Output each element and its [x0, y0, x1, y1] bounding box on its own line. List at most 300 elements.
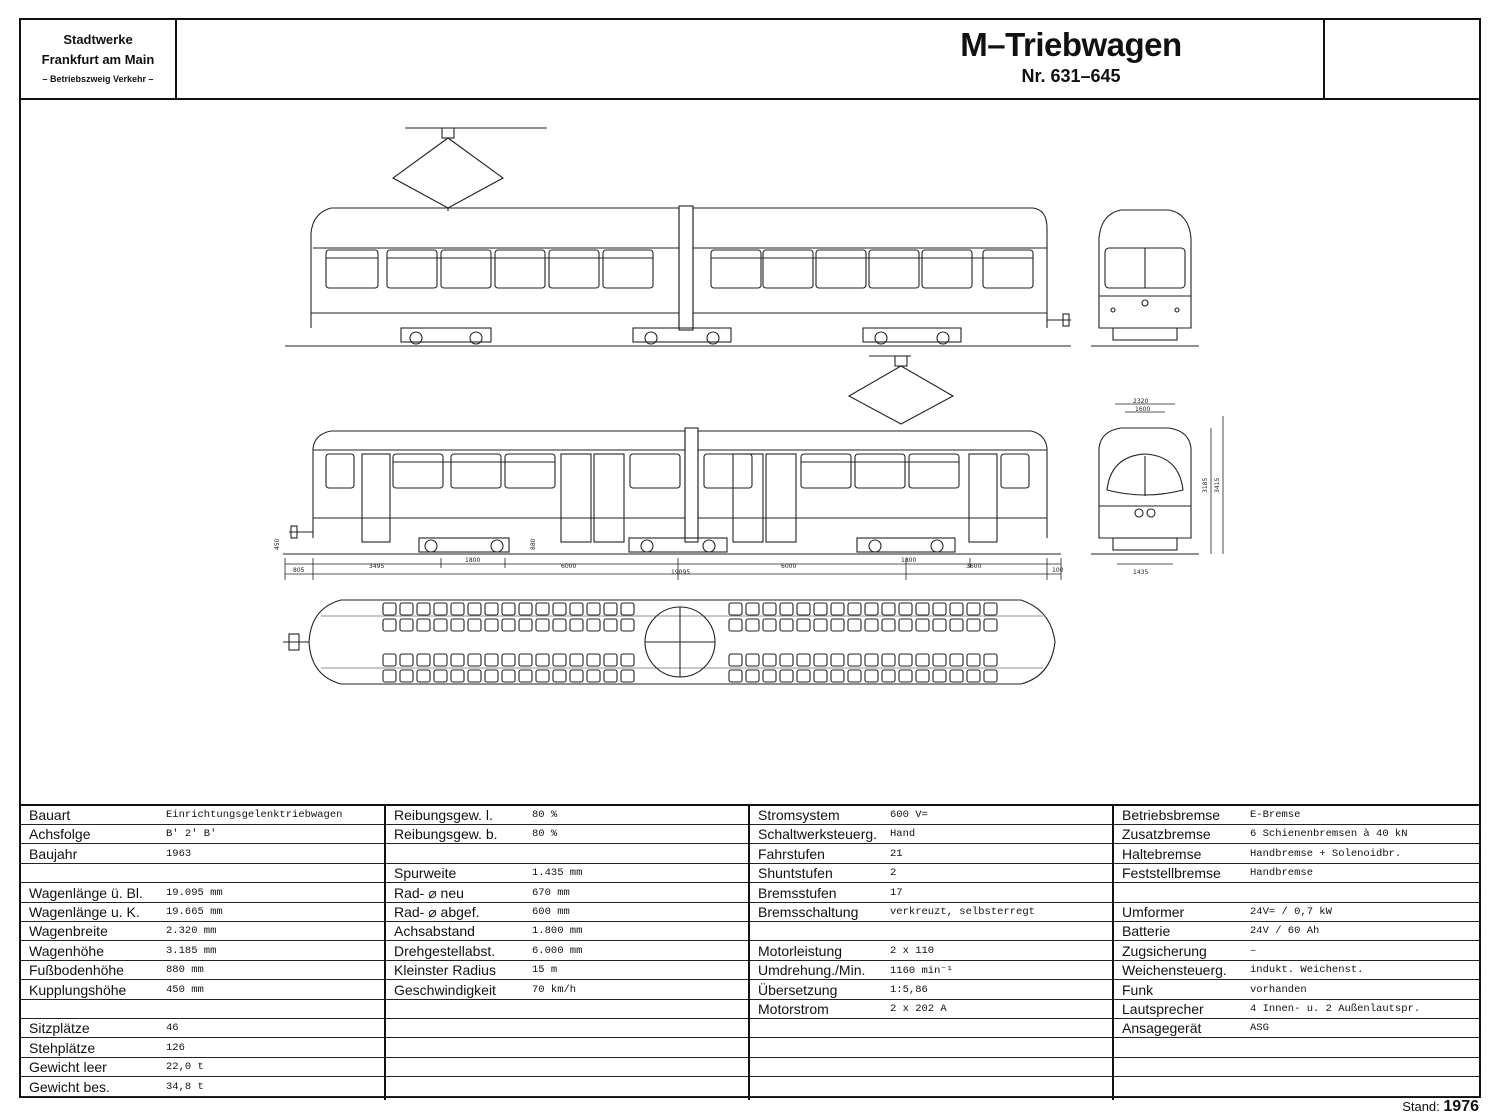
seat: [746, 654, 759, 666]
seat: [553, 670, 566, 682]
seat: [865, 670, 878, 682]
dim-805: 805: [293, 567, 305, 574]
sheet-subtitle: Nr. 631–645: [1021, 66, 1121, 86]
spec-value: 19.665 mm: [166, 906, 223, 918]
spec-label: Fahrstufen: [758, 845, 825, 862]
spec-row: [386, 942, 750, 961]
seat: [553, 654, 566, 666]
spec-label: Stromsystem: [758, 807, 840, 823]
seat: [553, 603, 566, 615]
seat: [984, 670, 997, 682]
seat: [604, 670, 617, 682]
seat: [604, 619, 617, 631]
spec-row: [1114, 903, 1481, 922]
spec-label: Gewicht leer: [29, 1059, 107, 1076]
seat: [848, 654, 861, 666]
seat: [383, 654, 396, 666]
spec-label: Wagenlänge ü. Bl.: [29, 884, 143, 901]
spec-label: Schaltwerksteuerg.: [758, 826, 878, 843]
seat: [519, 603, 532, 615]
spec-value: 1.435 mm: [532, 867, 583, 880]
seat: [729, 603, 742, 615]
spec-column-electrical: [748, 806, 1114, 1100]
spec-row: [21, 981, 384, 1000]
seat: [536, 619, 549, 631]
spec-label: Zugsicherung: [1122, 942, 1207, 959]
spec-value: 3.185 mm: [166, 944, 217, 957]
spec-value: 1:5,86: [890, 983, 928, 996]
seat: [621, 654, 634, 666]
spec-row: [1114, 845, 1481, 864]
seat: [621, 670, 634, 682]
seat: [865, 603, 878, 615]
spec-row: [750, 825, 1114, 844]
spec-row: [386, 903, 750, 922]
seat: [729, 619, 742, 631]
spec-row: [750, 864, 1114, 883]
spec-row: [750, 981, 1114, 1000]
spec-value: 2 x 202 A: [890, 1003, 947, 1015]
seat: [967, 670, 980, 682]
seat: [485, 619, 498, 631]
spec-column-brakes-equipment: [1112, 806, 1481, 1100]
spec-value: 80 %: [532, 809, 558, 821]
seat: [383, 619, 396, 631]
seat: [519, 654, 532, 666]
seat: [400, 603, 413, 615]
seat: [780, 619, 793, 631]
seat: [899, 670, 912, 682]
spec-row: [750, 922, 1114, 941]
seat: [865, 654, 878, 666]
seat: [950, 619, 963, 631]
spec-row: [750, 1019, 1114, 1038]
floor-plan-view: [283, 600, 1055, 684]
seat: [899, 619, 912, 631]
spec-column-vehicle: [21, 806, 384, 1100]
spec-row: [21, 1019, 384, 1038]
spec-label: Feststellbremse: [1122, 865, 1221, 882]
spec-value: 70 km/h: [532, 983, 577, 996]
technical-drawing: [21, 98, 1479, 802]
seat: [984, 619, 997, 631]
seat: [536, 654, 549, 666]
seat: [502, 603, 515, 615]
spec-row: [750, 884, 1114, 903]
dim-coupling-height: 450: [274, 538, 281, 550]
spec-value: 80 %: [532, 828, 558, 841]
dim-floor-height: 880: [530, 538, 537, 550]
org-name-line2: Frankfurt am Main: [41, 52, 155, 67]
seat: [451, 670, 464, 682]
spec-row: [386, 961, 750, 980]
spec-value: ASG: [1250, 1022, 1269, 1035]
seat: [604, 654, 617, 666]
seat: [899, 603, 912, 615]
spec-label: Achsfolge: [29, 826, 91, 843]
seat: [950, 670, 963, 682]
spec-label: Kupplungshöhe: [29, 981, 127, 998]
seat: [967, 603, 980, 615]
seat: [780, 670, 793, 682]
spec-row: [750, 806, 1114, 825]
dim-height-3185: 3185: [1202, 477, 1209, 493]
seat: [434, 670, 447, 682]
seat: [797, 603, 810, 615]
spec-row: [386, 825, 750, 844]
seat: [383, 670, 396, 682]
seat: [468, 654, 481, 666]
seat: [468, 670, 481, 682]
spec-row: [1114, 1078, 1481, 1097]
dim-width-1600: 1600: [1135, 406, 1151, 413]
seat: [780, 654, 793, 666]
seat: [729, 670, 742, 682]
seat: [485, 654, 498, 666]
seat: [570, 654, 583, 666]
spec-table: [21, 804, 1479, 1100]
seat: [882, 654, 895, 666]
seat: [916, 619, 929, 631]
spec-row: [21, 1058, 384, 1077]
stand-year: 1976: [1443, 1098, 1479, 1115]
spec-label: Umformer: [1122, 904, 1185, 920]
seat: [400, 654, 413, 666]
spec-row: [386, 1000, 750, 1019]
org-department: – Betriebszweig Verkehr –: [42, 74, 154, 84]
seat: [417, 654, 430, 666]
spec-label: Reibungsgew. l.: [394, 807, 493, 823]
stand-label: Stand:: [1402, 1099, 1440, 1114]
spec-row: [21, 961, 384, 980]
spec-row: [750, 1039, 1114, 1058]
spec-row: [1114, 1019, 1481, 1038]
spec-row: [386, 1019, 750, 1038]
spec-value: 4 Innen- u. 2 Außenlautspr.: [1250, 1003, 1421, 1015]
spec-label: Lautsprecher: [1122, 1001, 1204, 1017]
seat: [933, 654, 946, 666]
spec-value: 17: [890, 886, 903, 899]
spec-value: 450 mm: [166, 983, 204, 996]
seat: [814, 670, 827, 682]
spec-row: [750, 942, 1114, 961]
seat: [485, 603, 498, 615]
spec-row: [1114, 942, 1481, 961]
dim-6000-b: 6000: [781, 563, 797, 570]
seat: [621, 619, 634, 631]
spec-value: 2 x 110: [890, 944, 935, 957]
spec-value: 600 mm: [532, 906, 570, 918]
seat: [797, 619, 810, 631]
spec-row: [750, 961, 1114, 980]
seat: [831, 603, 844, 615]
spec-row: [750, 903, 1114, 922]
spec-value: 6 Schienenbremsen à 40 kN: [1250, 828, 1408, 841]
spec-label: Wagenbreite: [29, 923, 108, 940]
seat: [967, 619, 980, 631]
seat: [451, 603, 464, 615]
spec-value: 1160 min⁻¹: [890, 965, 954, 978]
spec-row: [750, 1000, 1114, 1019]
seat: [468, 603, 481, 615]
spec-row: [386, 1039, 750, 1058]
seat: [984, 603, 997, 615]
spec-label: Zusatzbremse: [1122, 826, 1211, 843]
spec-row: [1114, 981, 1481, 1000]
spec-value: 15 m: [532, 964, 558, 977]
seat: [519, 670, 532, 682]
dim-1800-b: 1800: [901, 557, 917, 564]
sheet-header: [21, 20, 1479, 100]
seat: [763, 619, 776, 631]
spec-label: Bremsschaltung: [758, 904, 859, 920]
spec-value: Einrichtungsgelenktriebwagen: [166, 809, 343, 821]
spec-row: [386, 845, 750, 864]
seat: [434, 603, 447, 615]
seat: [502, 619, 515, 631]
spec-label: Fußbodenhöhe: [29, 962, 124, 979]
seat: [984, 654, 997, 666]
header-right-box: [1323, 20, 1479, 98]
spec-row: [21, 922, 384, 941]
spec-row: [386, 884, 750, 903]
dim-6000-a: 6000: [561, 563, 577, 570]
spec-value: 2.320 mm: [166, 925, 217, 938]
spec-value: Hand: [890, 828, 916, 841]
seat: [882, 670, 895, 682]
spec-row: [386, 806, 750, 825]
spec-label: Rad- ⌀ neu: [394, 884, 464, 901]
seat: [933, 619, 946, 631]
seat: [831, 619, 844, 631]
spec-row: [386, 922, 750, 941]
seat: [797, 670, 810, 682]
front-view-upper: [1091, 210, 1199, 346]
seat: [950, 603, 963, 615]
spec-label: Bauart: [29, 807, 71, 823]
dim-3495: 3495: [369, 563, 385, 570]
dim-height-3415: 3415: [1214, 477, 1221, 493]
spec-label: Motorleistung: [758, 942, 843, 959]
spec-label: Übersetzung: [758, 981, 838, 998]
spec-value: indukt. Weichenst.: [1250, 964, 1364, 977]
seat: [570, 670, 583, 682]
spec-label: Drehgestellabst.: [394, 942, 496, 959]
spec-label: Shuntstufen: [758, 865, 833, 882]
spec-row: [21, 864, 384, 883]
spec-row: [1114, 1058, 1481, 1077]
spec-row: [1114, 922, 1481, 941]
spec-row: [1114, 884, 1481, 903]
dim-track-gauge: 1435: [1133, 569, 1149, 576]
seat: [485, 670, 498, 682]
seat: [417, 670, 430, 682]
seat: [831, 670, 844, 682]
seat: [502, 670, 515, 682]
spec-label: Umdrehung./Min.: [758, 962, 866, 979]
spec-value: –: [1250, 944, 1257, 957]
organization-box: [21, 20, 177, 98]
spec-row: [21, 825, 384, 844]
spec-label: Stehplätze: [29, 1039, 96, 1056]
seat: [587, 670, 600, 682]
seat: [763, 603, 776, 615]
org-name-line1: Stadtwerke: [63, 32, 133, 47]
spec-row: [750, 845, 1114, 864]
seat: [814, 603, 827, 615]
spec-label: Weichensteuerg.: [1122, 962, 1227, 979]
spec-label: Sitzplätze: [29, 1020, 90, 1037]
spec-label: Gewicht bes.: [29, 1078, 110, 1095]
spec-label: Achsabstand: [394, 923, 475, 940]
seat: [451, 654, 464, 666]
seat: [933, 670, 946, 682]
seat: [848, 603, 861, 615]
spec-row: [1114, 864, 1481, 883]
spec-row: [750, 1058, 1114, 1077]
seat: [570, 603, 583, 615]
seat: [383, 603, 396, 615]
seat: [451, 619, 464, 631]
seat: [400, 670, 413, 682]
spec-label: Bremsstufen: [758, 884, 837, 901]
spec-row: [1114, 961, 1481, 980]
dim-3600: 3600: [966, 563, 982, 570]
seat: [587, 619, 600, 631]
spec-value: 670 mm: [532, 886, 570, 899]
seat: [400, 619, 413, 631]
seat: [587, 603, 600, 615]
spec-label: Spurweite: [394, 865, 457, 882]
seat: [553, 619, 566, 631]
seat: [899, 654, 912, 666]
spec-value: 126: [166, 1041, 185, 1054]
spec-value: 880 mm: [166, 964, 204, 977]
seat: [468, 619, 481, 631]
spec-sheet: [19, 18, 1481, 1098]
spec-row: [21, 806, 384, 825]
spec-row: [1114, 1000, 1481, 1019]
spec-column-running-gear: [384, 806, 750, 1100]
spec-row: [21, 903, 384, 922]
seat: [933, 603, 946, 615]
spec-label: Baujahr: [29, 845, 78, 862]
seat: [621, 603, 634, 615]
spec-value: E-Bremse: [1250, 809, 1301, 821]
spec-value: 19.095 mm: [166, 886, 223, 899]
spec-value: verkreuzt, selbsterregt: [890, 906, 1035, 918]
seat: [848, 670, 861, 682]
spec-value: 2: [890, 867, 897, 880]
seat: [587, 654, 600, 666]
spec-row: [386, 1058, 750, 1077]
seat: [536, 670, 549, 682]
spec-row: [750, 1078, 1114, 1097]
seat: [434, 654, 447, 666]
seat: [729, 654, 742, 666]
spec-row: [21, 1000, 384, 1019]
tram-drawing-svg: [21, 98, 1479, 802]
seat: [916, 603, 929, 615]
seat: [746, 619, 759, 631]
seat: [814, 654, 827, 666]
seat: [502, 654, 515, 666]
sheet-title: M–Triebwagen: [960, 26, 1182, 63]
spec-row: [386, 981, 750, 1000]
seat: [746, 670, 759, 682]
dim-width-2320: 2320: [1133, 398, 1149, 405]
spec-label: Wagenhöhe: [29, 942, 104, 959]
seat: [882, 619, 895, 631]
spec-row: [21, 1078, 384, 1097]
dim-100: 100: [1052, 567, 1064, 574]
seat: [536, 603, 549, 615]
spec-row: [386, 864, 750, 883]
side-view-left: [283, 356, 1061, 580]
spec-label: Batterie: [1122, 923, 1171, 940]
seat: [434, 619, 447, 631]
dim-total-length: 19095: [671, 569, 691, 576]
spec-value: 24V= / 0,7 kW: [1250, 906, 1332, 918]
spec-value: 600 V=: [890, 809, 928, 821]
spec-label: Rad- ⌀ abgef.: [394, 904, 480, 920]
spec-value: 22,0 t: [166, 1061, 204, 1074]
seat: [882, 603, 895, 615]
spec-row: [386, 1078, 750, 1097]
seat: [967, 654, 980, 666]
seat: [604, 603, 617, 615]
spec-label: Motorstrom: [758, 1001, 829, 1017]
spec-value: 1963: [166, 847, 192, 860]
seat: [916, 670, 929, 682]
spec-label: Reibungsgew. b.: [394, 826, 498, 843]
spec-value: 1.800 mm: [532, 925, 583, 938]
seat: [417, 619, 430, 631]
side-view-right: [285, 128, 1071, 346]
spec-label: Wagenlänge u. K.: [29, 904, 140, 920]
spec-value: B' 2' B': [166, 828, 217, 841]
spec-value: 6.000 mm: [532, 944, 583, 957]
seat: [570, 619, 583, 631]
spec-value: Handbremse: [1250, 867, 1314, 880]
seat: [848, 619, 861, 631]
seat: [746, 603, 759, 615]
spec-label: Betriebsbremse: [1122, 807, 1221, 823]
spec-value: 34,8 t: [166, 1080, 204, 1093]
spec-row: [21, 1039, 384, 1058]
spec-label: Geschwindigkeit: [394, 981, 496, 998]
spec-value: 21: [890, 847, 903, 860]
spec-row: [1114, 825, 1481, 844]
revision-stand: [1402, 1098, 1479, 1116]
seat: [831, 654, 844, 666]
spec-row: [1114, 806, 1481, 825]
spec-value: vorhanden: [1250, 983, 1307, 996]
spec-row: [21, 884, 384, 903]
spec-label: Haltebremse: [1122, 845, 1202, 862]
spec-row: [21, 942, 384, 961]
seat: [797, 654, 810, 666]
seat: [916, 654, 929, 666]
spec-value: 46: [166, 1022, 179, 1035]
seat: [763, 654, 776, 666]
seat: [814, 619, 827, 631]
spec-row: [21, 845, 384, 864]
seat: [780, 603, 793, 615]
seat: [417, 603, 430, 615]
spec-value: Handbremse + Solenoidbr.: [1250, 847, 1402, 860]
spec-row: [1114, 1039, 1481, 1058]
